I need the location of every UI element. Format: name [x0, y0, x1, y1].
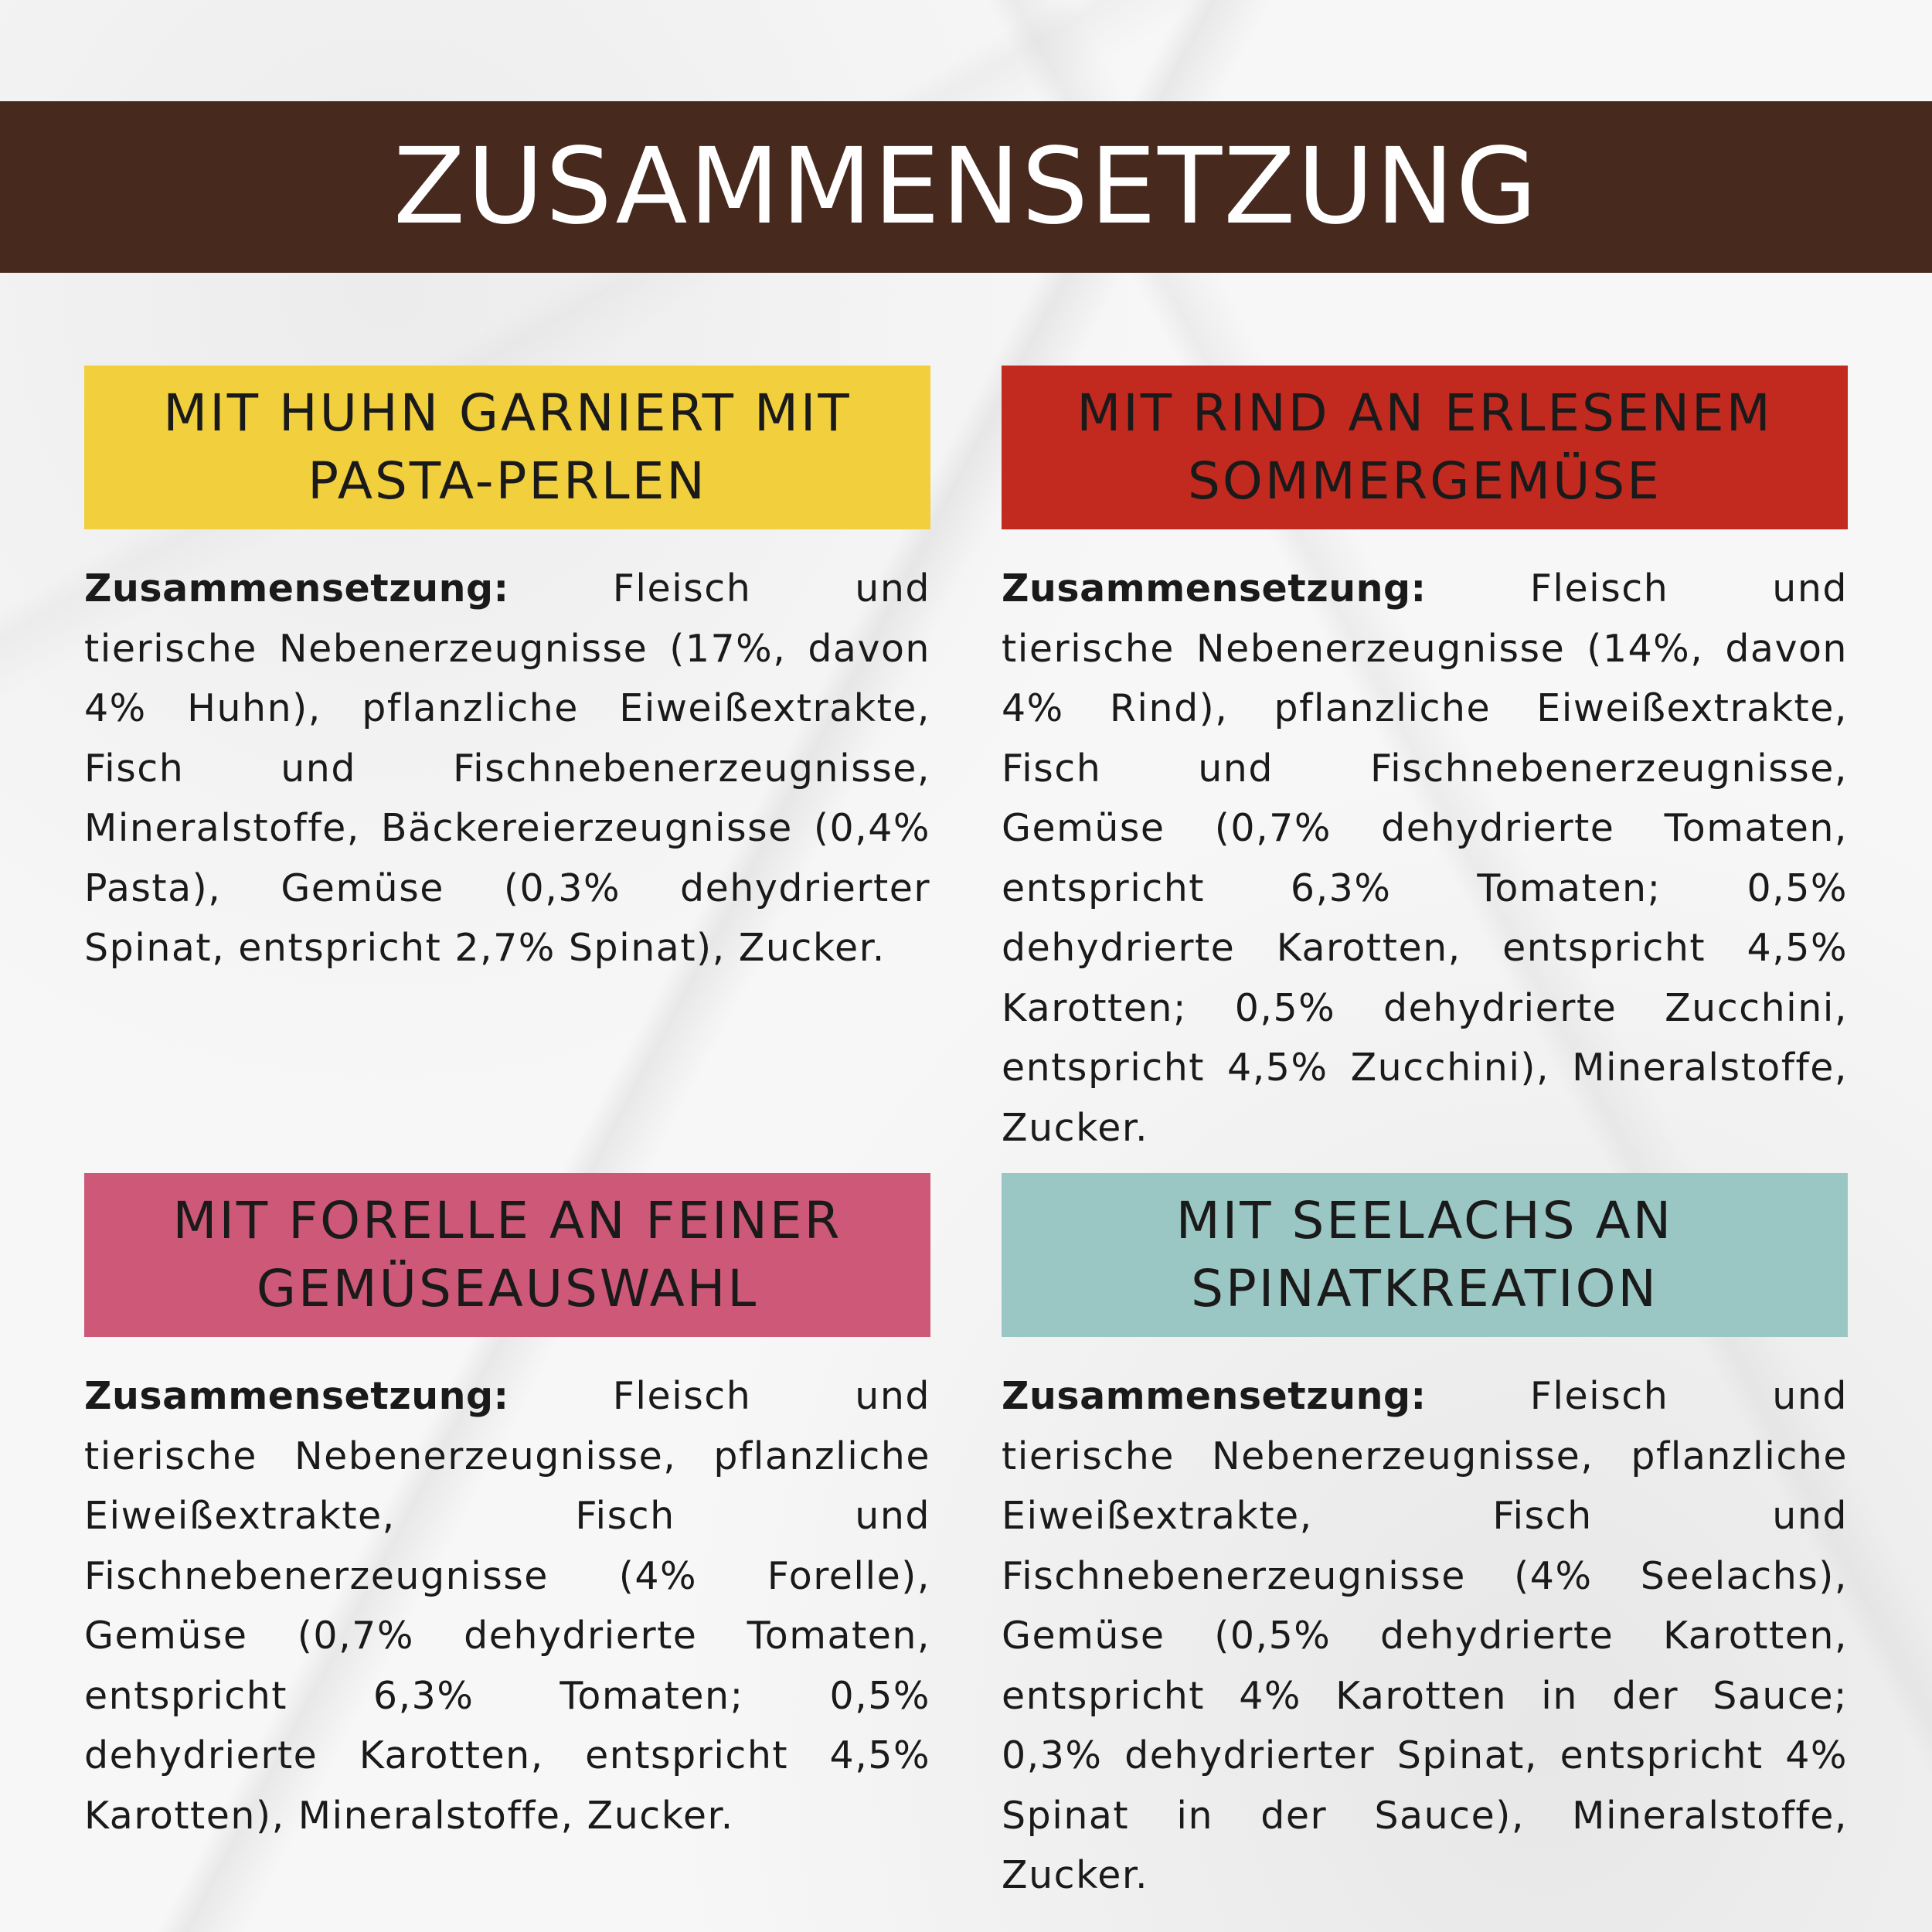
recipe-title-banner [1002, 366, 1848, 529]
recipe-title-banner [84, 366, 930, 529]
composition-text [84, 559, 930, 978]
composition-label: Zusammensetzung: [1002, 566, 1427, 611]
recipe-card-seelachs [1002, 1173, 1848, 1906]
recipe-title-banner [84, 1173, 930, 1337]
composition-label: Zusammensetzung: [84, 1374, 509, 1418]
composition-ingredients: Fleisch und tierische Nebenerzeugnisse (14%, davon 4% Rind), pflanzliche Eiweißextrakte, Fisch und Fischnebenerzeugnisse, Gemüse (0,7% dehydrierte Tomaten, entspricht 6,3% Tomaten; 0,5% dehydrierte Karotten, entspricht 4,5% Karotten; 0,5% dehydrierte Zucchini, entspricht 4,5% Zucchini), Mineralstoffe, Zucker. [1002, 566, 1849, 1150]
composition-label: Zusammensetzung: [84, 566, 509, 611]
composition-ingredients: Fleisch und tierische Nebenerzeugnisse, pflanzliche Eiweißextrakte, Fisch und Fischnebenerzeugnisse (4% Seelachs), Gemüse (0,5% dehydrierte Karotten, entspricht 4% Karotten in der Sauce; 0,3% dehydrierter Spinat, entspricht 4% Spinat in der Sauce), Mineralstoffe, Zucker. [1002, 1374, 1849, 1897]
page-title: ZUSAMMENSETZUNG [393, 126, 1539, 248]
composition-ingredients: Fleisch und tierische Nebenerzeugnisse (17%, davon 4% Huhn), pflanzliche Eiweißextrakte, Fisch und Fischnebenerzeugnisse, Mineralstoffe, Bäckereierzeugnisse (0,4% Pasta), Gemüse (0,3% dehydrierter Spinat, entspricht 2,7% Spinat), Zucker. [84, 566, 931, 970]
recipe-title-banner [1002, 1173, 1848, 1337]
composition-text [84, 1366, 930, 1845]
recipe-title: MIT HUHN GARNIERT MIT PASTA-PERLEN [163, 383, 852, 511]
recipe-card-huhn [84, 366, 930, 978]
recipe-title: MIT FORELLE AN FEINER GEMÜSEAUSWAHL [172, 1191, 842, 1318]
recipe-card-forelle [84, 1173, 930, 1845]
composition-label: Zusammensetzung: [1002, 1374, 1427, 1418]
composition-text [1002, 1366, 1848, 1906]
title-banner [0, 101, 1932, 273]
recipe-title: MIT SEELACHS AN SPINATKREATION [1175, 1191, 1674, 1318]
composition-ingredients: Fleisch und tierische Nebenerzeugnisse, pflanzliche Eiweißextrakte, Fisch und Fischnebenerzeugnisse (4% Forelle), Gemüse (0,7% dehydrierte Tomaten, entspricht 6,3% Tomaten; 0,5% dehydrierte Karotten, entspricht 4,5% Karotten), Mineralstoffe, Zucker. [84, 1374, 931, 1838]
recipe-card-rind [1002, 366, 1848, 1158]
composition-text [1002, 559, 1848, 1158]
recipe-title: MIT RIND AN ERLESENEM SOMMERGEMÜSE [1077, 383, 1773, 511]
